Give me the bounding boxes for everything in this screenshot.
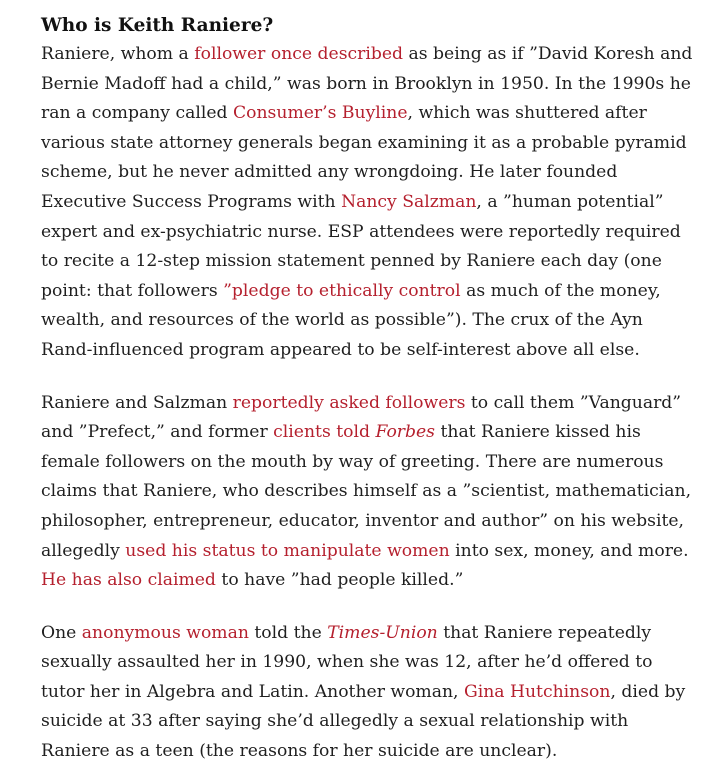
link-he-has-also-claimed[interactable]: He has also claimed [41, 570, 216, 591]
text: , a ”human potential” expert and ex-psychiatric nurse. ESP attendees were reportedly required to recite a 12-step mission statement penned by Raniere each day (one point: that followers [41, 191, 681, 301]
paragraph-2 [41, 389, 699, 596]
link-reportedly-asked-followers[interactable]: reportedly asked followers [232, 392, 466, 413]
text: , died by suicide at 33 after saying she’d allegedly a sexual relationship with Raniere as a teen (the reasons for her suicide are unclear). [41, 681, 686, 762]
link-text-forbes: Forbes [375, 422, 435, 443]
link-used-his-status[interactable]: used his status to manipulate women [125, 540, 450, 561]
text: Raniere and Salzman [41, 392, 233, 413]
text: as being as if ”David Koresh and Bernie Madoff had a child,” was born in Brooklyn in 1950. In the 1990s he ran a company called [41, 44, 693, 124]
text: that Raniere repeatedly sexually assaulted her in 1990, when she was 12, after he’d offered to tutor her in Algebra and Latin. Another woman, [41, 622, 653, 702]
text: to call them ”Vanguard” and ”Prefect,” and former [41, 392, 682, 443]
text: Raniere, whom a [41, 44, 195, 64]
link-times-union[interactable]: Times-Union [327, 622, 438, 643]
link-anonymous-woman[interactable]: anonymous woman [81, 622, 249, 643]
link-text: clients told [273, 422, 376, 443]
link-consumers-buyline[interactable]: Consumer’s Buyline [232, 103, 408, 124]
text: , which was shuttered after various state attorney generals began examining it as a probable pyramid scheme, but he never admitted any wrongdoing. He later founded Executive Success Programs with [41, 103, 687, 212]
link-gina-hutchinson[interactable]: Gina Hutchinson [463, 681, 611, 702]
text: into sex, money, and more. [449, 540, 689, 561]
text: told the [248, 622, 328, 643]
link-nancy-salzman[interactable]: Nancy Salzman [341, 191, 477, 212]
text: to have ”had people killed.” [215, 570, 464, 591]
text: as much of the money, wealth, and resources of the world as possible”). The crux of the Ayn Rand-influenced program appeared to be self-interest above all else. [41, 280, 661, 360]
text: that Raniere kissed his female followers on the mouth by way of greeting. There are numerous claims that Raniere, who describes himself as a ”scientist, mathematician, philosopher, entrepreneur, educator, inventor and author” on his website, allegedly [41, 422, 692, 561]
link-clients-told-forbes[interactable] [273, 422, 435, 442]
paragraph-1 [41, 40, 699, 366]
text: One [41, 622, 82, 643]
section-heading: Who is Keith Raniere? [41, 15, 274, 36]
paragraph-3 [41, 619, 699, 767]
link-pledge-to-ethically-control[interactable]: ”pledge to ethically control [223, 280, 461, 301]
link-follower-once-described[interactable]: follower once described [194, 44, 404, 64]
